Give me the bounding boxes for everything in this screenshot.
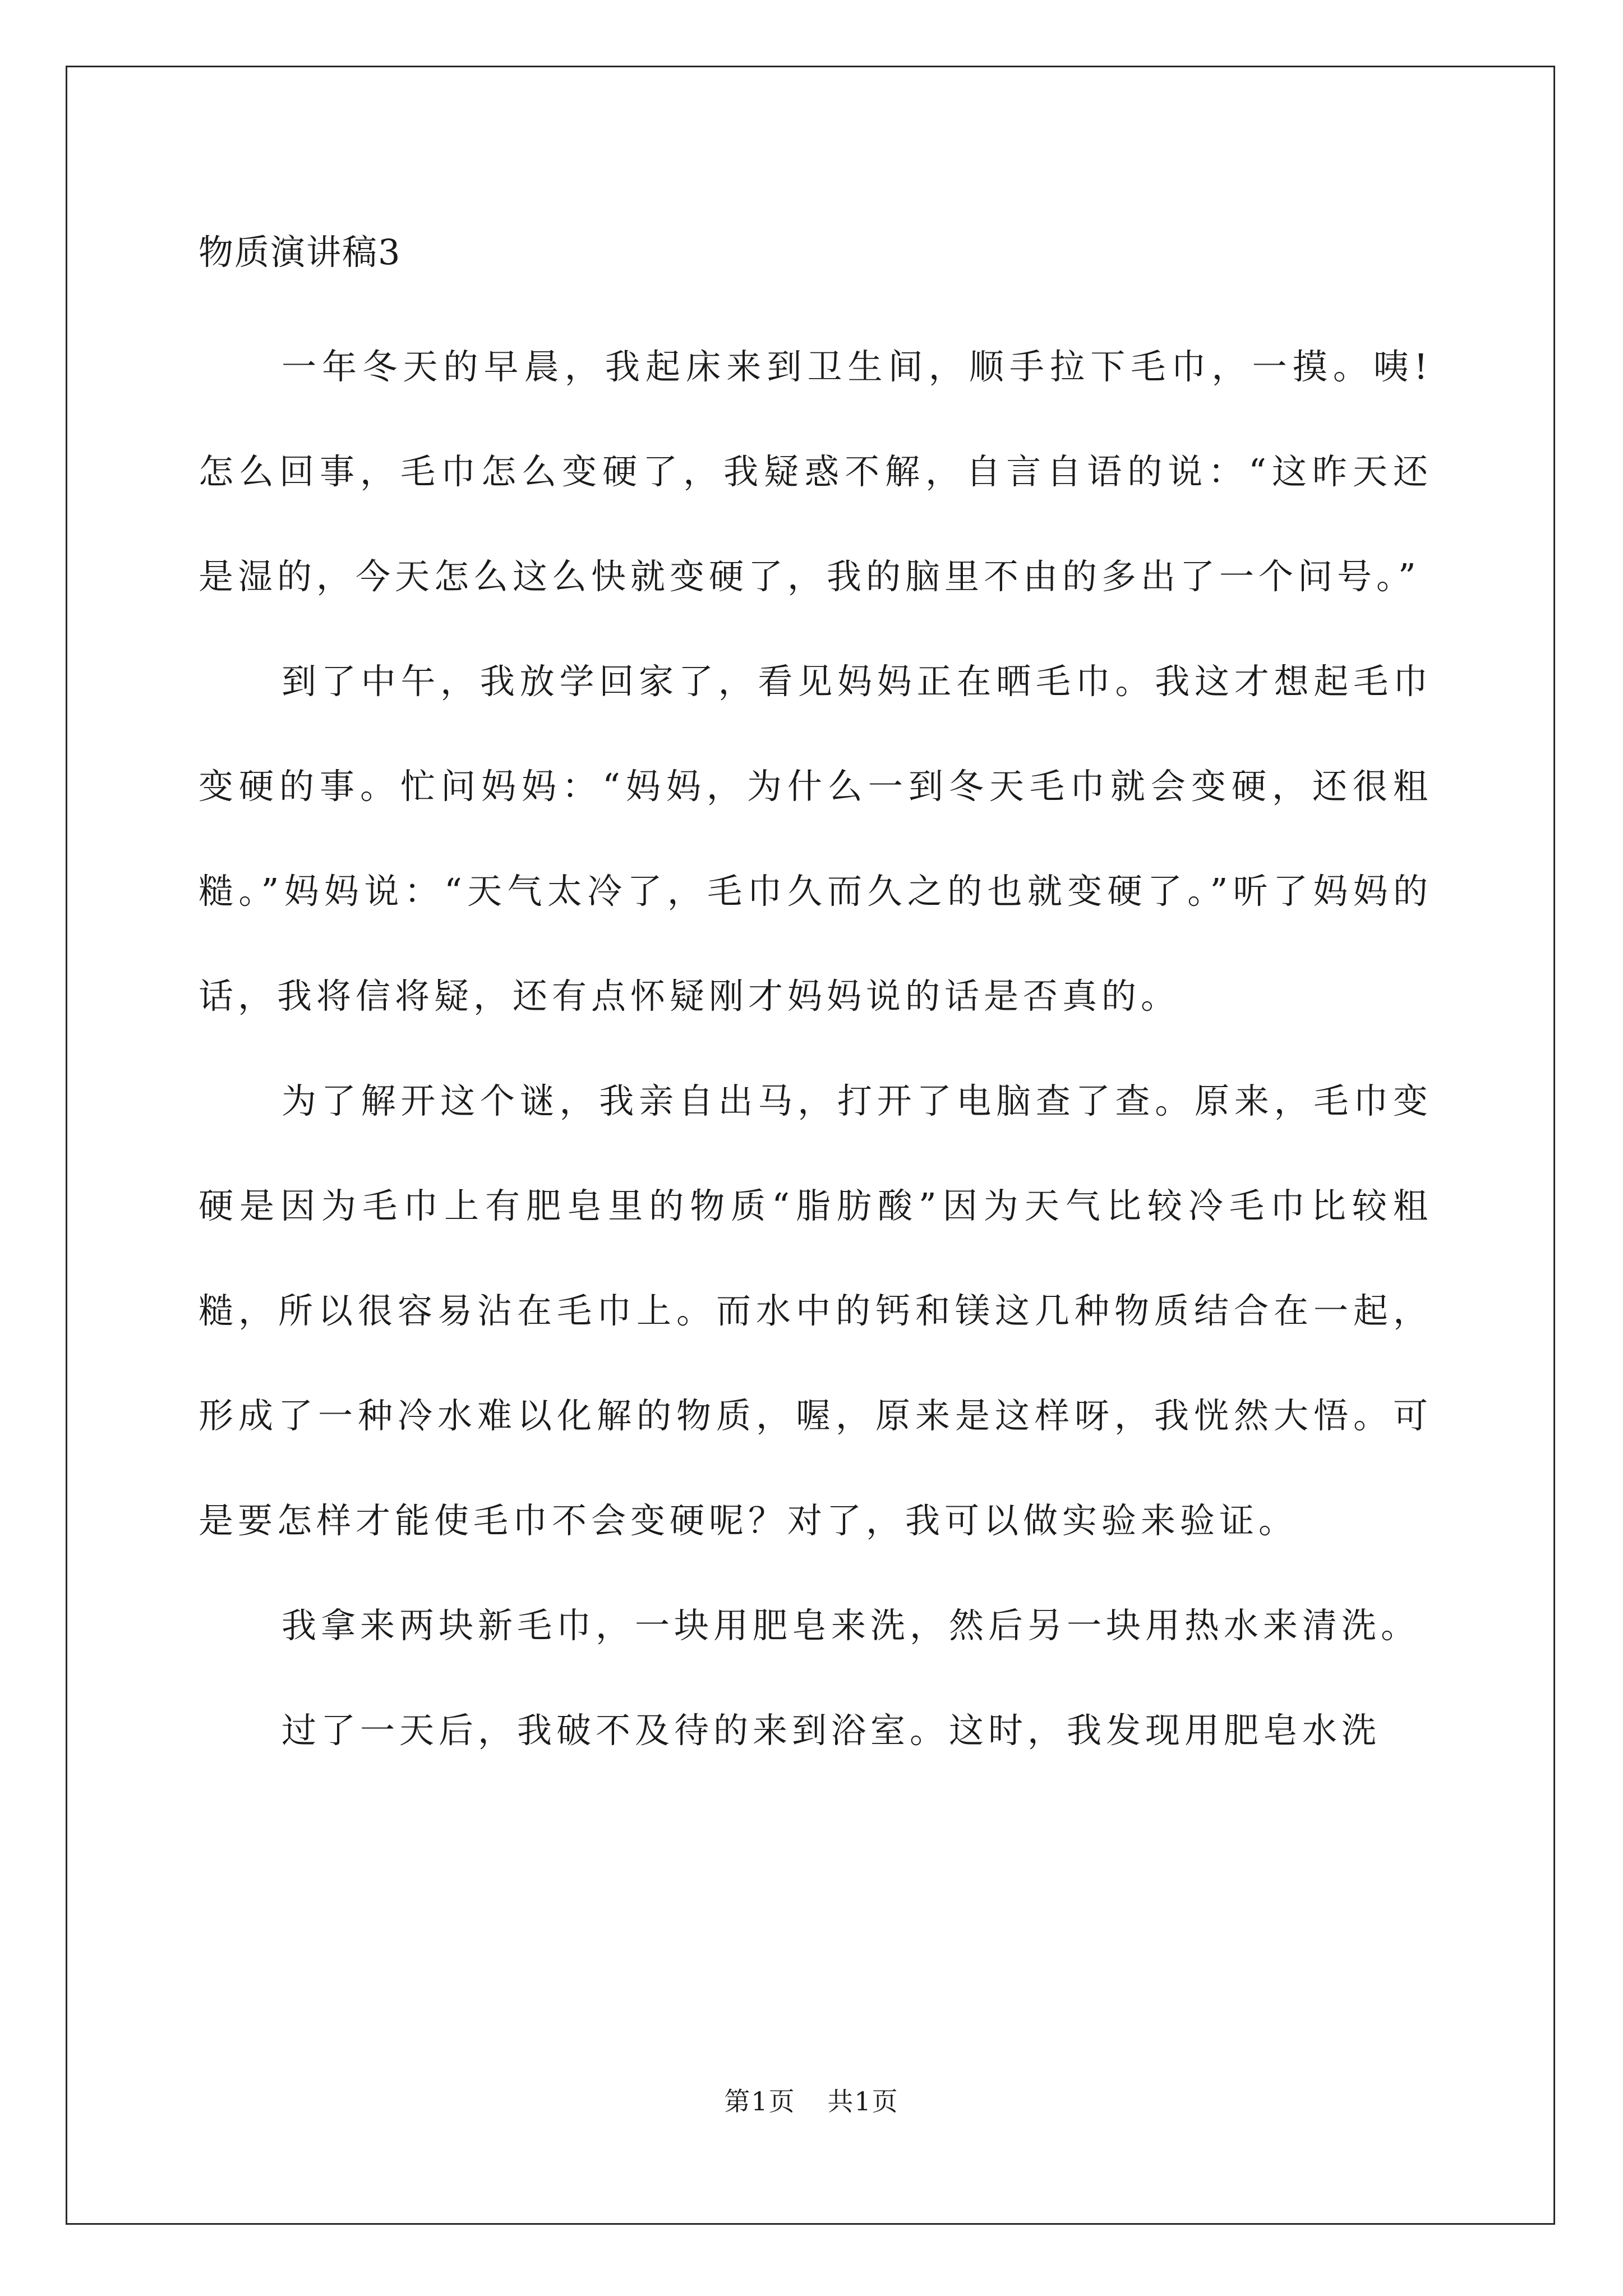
document-body (199, 222, 1432, 1783)
paragraph: 我拿来两块新毛巾，一块用肥皂来洗，然后另一块用热水来清洗。 (282, 1605, 1421, 1646)
paragraph: 到了中午，我放学回家了，看见妈妈正在晒毛巾。我这才想起毛巾变硬的事。忙问妈妈：“妈妈，为什么一到冬天毛巾就会变硬，还很粗糙。”妈妈说：“天气太冷了，毛巾久而久之的也就变硬了。”听了妈妈的话，我将信将疑，还有点怀疑刚才妈妈说的话是否真的。 (199, 661, 1432, 1016)
paragraph: 为了解开这个谜，我亲自出马，打开了电脑查了查。原来，毛巾变硬是因为毛巾上有肥皂里的物质“脂肪酸”因为天气比较冷毛巾比较粗糙，所以很容易沾在毛巾上。而水中的钙和镁这几种物质结合在一起，形成了一种冷水难以化解的物质，喔，原来是这样呀，我恍然大悟。可是要怎样才能使毛巾不会变硬呢？对了，我可以做实验来验证。 (199, 1080, 1432, 1541)
page-total: 共1页 (827, 2086, 899, 2116)
page-number: 第1页 (724, 2086, 796, 2116)
paragraph: 过了一天后，我破不及待的来到浴室。这时，我发现用肥皂水洗 (282, 1710, 1381, 1751)
paragraph: 一年冬天的早晨，我起床来到卫生间，顺手拉下毛巾，一摸。咦!怎么回事，毛巾怎么变硬了，我疑惑不解，自言自语的说：“这昨天还是湿的，今天怎么这么快就变硬了，我的脑里不由的多出了一个问号。” (199, 346, 1432, 597)
document-title: 物质演讲稿3 (199, 232, 402, 273)
page-footer (0, 2081, 1623, 2118)
